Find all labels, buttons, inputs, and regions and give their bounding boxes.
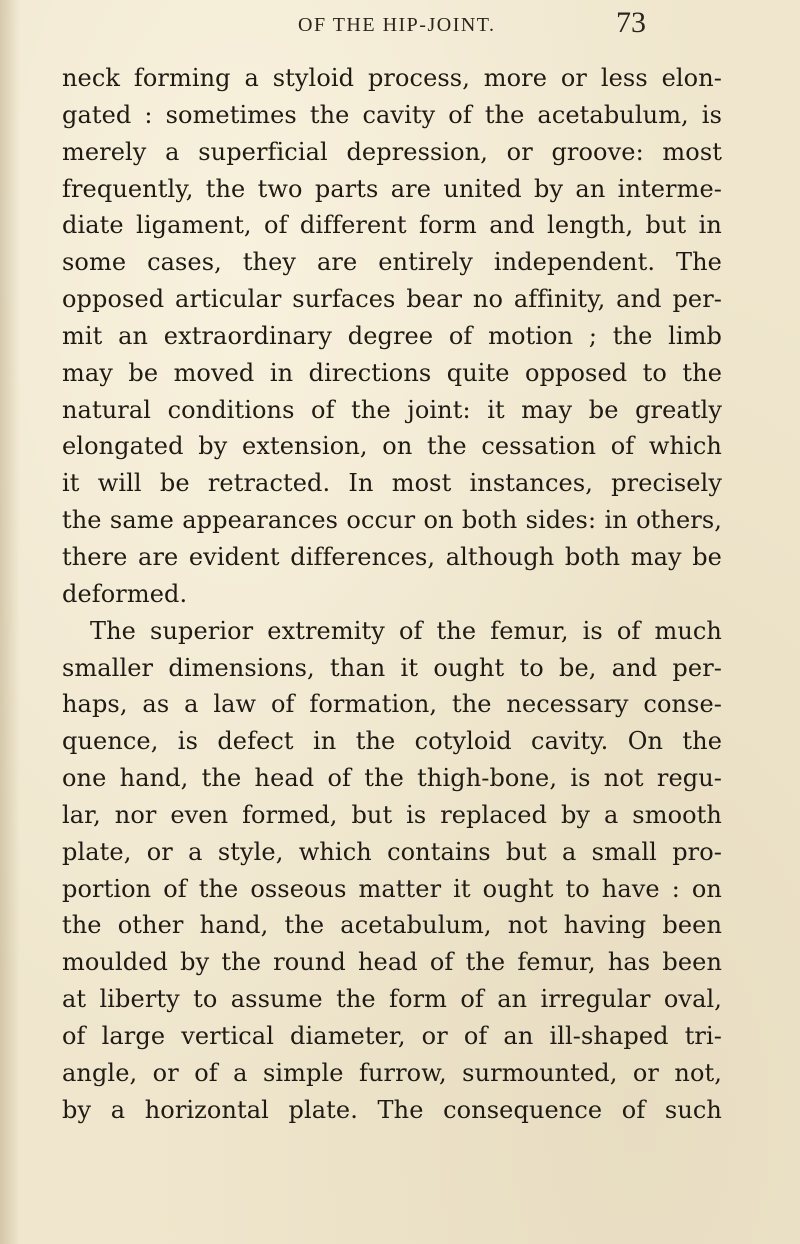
text-line: angle, or of a simple furrow, surmounted, or not, xyxy=(62,1058,722,1087)
text-line: mit an extraordinary degree of motion ; the limb xyxy=(62,321,722,350)
text-line: the same appearances occur on both sides: in others, xyxy=(62,506,722,535)
text-line: diate ligament, of different form and length, but in xyxy=(62,211,722,240)
text-line: may be moved in directions quite opposed to the xyxy=(62,358,722,387)
text-line: the other hand, the acetabulum, not having been xyxy=(62,911,722,940)
text-line: natural conditions of the joint: it may be greatly xyxy=(62,395,722,424)
text-line: it will be retracted. In most instances, precisely xyxy=(62,469,722,498)
text-line: merely a superficial depression, or groove: most xyxy=(62,137,722,166)
paragraph-start-line: The superior extremity of the femur, is of much xyxy=(90,616,722,645)
text-line: quence, is defect in the cotyloid cavity. On the xyxy=(62,727,722,756)
running-head: OF THE HIP-JOINT. xyxy=(298,14,496,36)
text-line: one hand, the head of the thigh-bone, is not regu- xyxy=(62,764,722,793)
page-number: 73 xyxy=(616,6,646,39)
text-line: elongated by extension, on the cessation of which xyxy=(62,432,722,461)
text-line: haps, as a law of formation, the necessary conse- xyxy=(62,690,722,719)
text-line: by a horizontal plate. The consequence of such xyxy=(62,1095,722,1124)
text-line: plate, or a style, which contains but a small pro- xyxy=(62,837,722,866)
text-line: portion of the osseous matter it ought to have : on xyxy=(62,874,722,903)
text-line: some cases, they are entirely independent. The xyxy=(62,248,722,277)
paragraph-end-line: deformed. xyxy=(62,579,188,608)
text-line: frequently, the two parts are united by an interme- xyxy=(62,174,722,203)
text-line: there are evident differences, although both may be xyxy=(62,542,722,571)
page-gutter-shadow xyxy=(0,0,20,1244)
text-line: opposed articular surfaces bear no affinity, and per- xyxy=(62,285,722,314)
text-line: at liberty to assume the form of an irregular oval, xyxy=(62,985,722,1014)
text-line: gated : sometimes the cavity of the acetabulum, is xyxy=(62,100,722,129)
text-line: smaller dimensions, than it ought to be, and per- xyxy=(62,653,722,682)
body-text xyxy=(62,60,722,1128)
page-header xyxy=(0,4,800,44)
text-line: of large vertical diameter, or of an ill-shaped tri- xyxy=(62,1021,722,1050)
text-line: moulded by the round head of the femur, has been xyxy=(62,948,722,977)
text-line: lar, nor even formed, but is replaced by a smooth xyxy=(62,800,722,829)
text-line: neck forming a styloid process, more or less elon- xyxy=(62,64,722,92)
